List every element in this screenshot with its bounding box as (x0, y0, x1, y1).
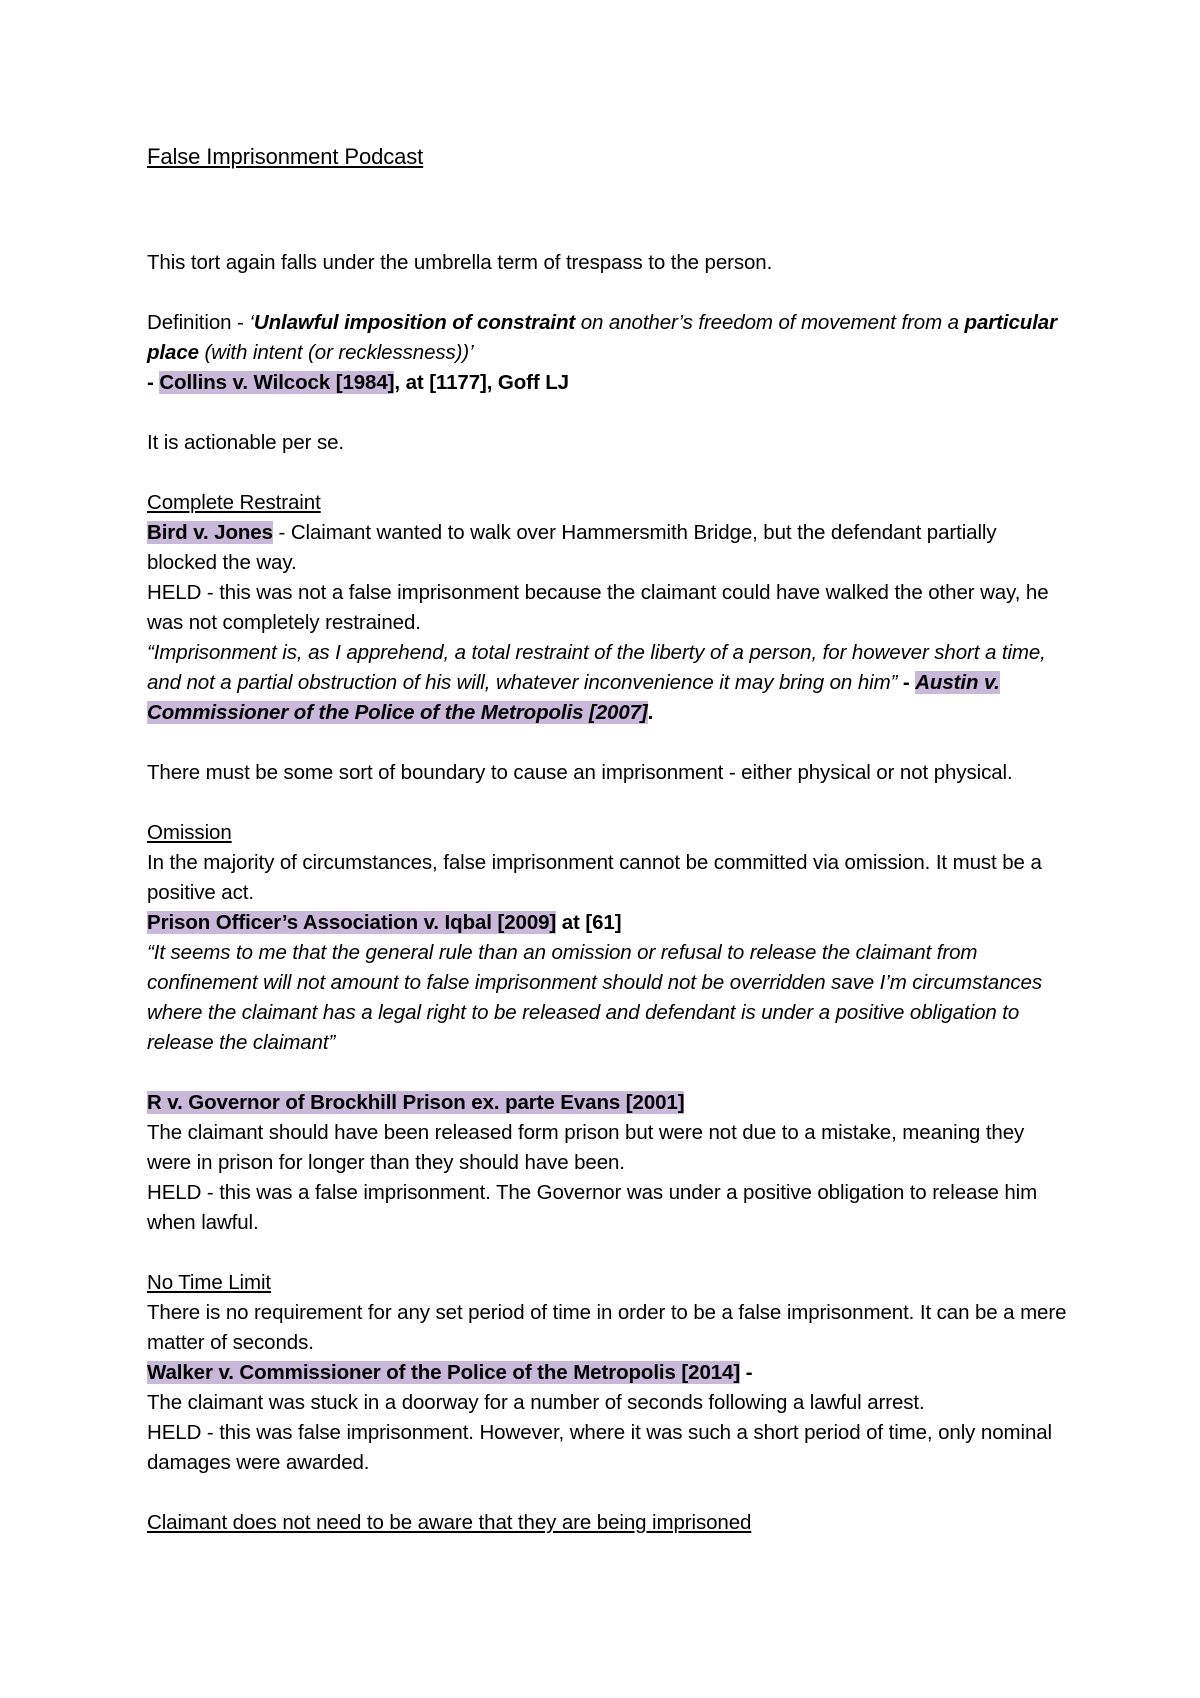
definition-dash: - (147, 371, 160, 394)
intro-paragraph: This tort again falls under the umbrella term of trespass to the person. (147, 251, 773, 274)
walker-facts: The claimant was stuck in a doorway for a number of seconds following a lawful arrest. (147, 1391, 925, 1414)
definition-quote-open: ‘ (249, 311, 254, 334)
bird-v-jones-held: HELD - this was not a false imprisonment because the claimant could have walked the other way, he was not completely restrained. (147, 581, 1049, 634)
heading-awareness: Claimant does not need to be aware that they are being imprisoned (147, 1511, 752, 1534)
no-time-limit-paragraph: There is no requirement for any set period of time in order to be a false imprisonment. It can be a mere matter of seconds. (147, 1301, 1067, 1354)
austin-quote: “Imprisonment is, as I apprehend, a total restraint of the liberty of a person, for however short a time, and not a partial obstruction of his will, whatever inconvenience it may bring on him” (147, 641, 1046, 694)
walker-dash: - (740, 1361, 753, 1384)
definition-paragraph (147, 308, 1067, 398)
spacer (147, 1478, 1067, 1508)
iqbal-quote: “It seems to me that the general rule than an omission or refusal to release the claimant from confinement will not amount to false imprisonment should not be overridden save I’m circumstances where the claimant has a legal right to be released and defendant is under a positive obligation to release the claimant” (147, 941, 1043, 1054)
spacer (147, 458, 1067, 488)
iqbal-pinpoint: at [61] (556, 911, 622, 934)
definition-term-particular-place: particular place (147, 311, 1057, 364)
case-collins-v-wilcock: Collins v. Wilcock [1984] (159, 371, 395, 394)
spacer (147, 1238, 1067, 1268)
walker-citation (147, 1358, 1067, 1388)
page-title: False Imprisonment Podcast (147, 144, 424, 169)
brockhill-held: HELD - this was a false imprisonment. The Governor was under a positive obligation to release him when lawful. (147, 1181, 1038, 1234)
spacer (147, 278, 1067, 308)
iqbal-citation (147, 908, 1067, 938)
spacer (147, 172, 1067, 248)
austin-end: . (647, 701, 654, 724)
brockhill-citation (147, 1088, 1067, 1118)
case-r-v-governor-brockhill: R v. Governor of Brockhill Prison ex. parte Evans [2001] (147, 1091, 685, 1114)
austin-quote-paragraph (147, 638, 1067, 728)
spacer (147, 398, 1067, 428)
definition-prefix: Definition - (147, 311, 250, 334)
case-bird-v-jones: Bird v. Jones (147, 521, 273, 544)
bird-v-jones-facts: - Claimant wanted to walk over Hammersmith Bridge, but the defendant partially blocked the way. (147, 521, 997, 574)
heading-omission: Omission (147, 821, 232, 844)
spacer (147, 788, 1067, 818)
case-prison-officers-v-iqbal: Prison Officer’s Association v. Iqbal [2009] (147, 911, 557, 934)
heading-no-time-limit: No Time Limit (147, 1271, 272, 1294)
definition-term-unlawful-imposition: Unlawful imposition of constraint (253, 311, 576, 334)
definition-text-1: on another’s freedom of movement from a (575, 311, 965, 334)
omission-paragraph: In the majority of circumstances, false imprisonment cannot be committed via omission. It must be a positive act. (147, 851, 1042, 904)
boundary-paragraph: There must be some sort of boundary to cause an imprisonment - either physical or not physical. (147, 761, 1013, 784)
case-walker-v-commissioner: Walker v. Commissioner of the Police of the Metropolis [2014] (147, 1361, 741, 1384)
spacer (147, 1058, 1067, 1088)
spacer (147, 728, 1067, 758)
heading-complete-restraint: Complete Restraint (147, 491, 321, 514)
brockhill-facts: The claimant should have been released form prison but were not due to a mistake, meaning they were in prison for longer than they should have been. (147, 1121, 1025, 1174)
austin-dash: - (897, 671, 916, 694)
actionable-paragraph: It is actionable per se. (147, 431, 345, 454)
definition-pinpoint: , at [1177], Goff LJ (394, 371, 569, 394)
case-austin-v-commissioner: Austin v. Commissioner of the Police of the Metropolis [2007] (147, 671, 1000, 724)
definition-text-2: (with intent (or recklessness))’ (198, 341, 474, 364)
walker-held: HELD - this was false imprisonment. However, where it was such a short period of time, only nominal damages were awarded. (147, 1421, 1053, 1474)
document-page (147, 142, 1067, 1538)
bird-v-jones-paragraph (147, 518, 1067, 578)
